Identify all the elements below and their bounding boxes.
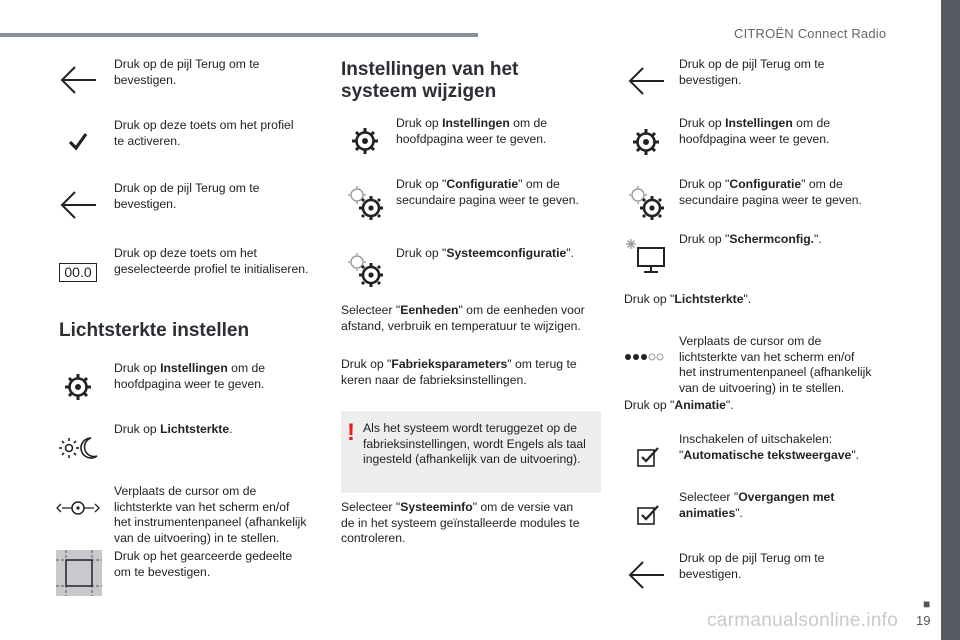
col3-settings-text: Druk op Instellingen om de hoofdpagina weer te geven. bbox=[679, 116, 831, 146]
section-title-brightness: Lichtsterkte instellen bbox=[59, 320, 250, 341]
slider-cursor-icon bbox=[56, 491, 100, 525]
col1-settings-text: Druk op Instellingen om de hoofdpagina weer te geven. bbox=[114, 361, 266, 391]
col3-animation-paragraph: Druk op "Animatie". bbox=[624, 398, 734, 412]
reset-counter-icon bbox=[56, 255, 100, 289]
col2-settings-text: Druk op Instellingen om de hoofdpagina weer te geven. bbox=[396, 116, 548, 146]
col2-config-text: Druk op "Configuratie" om de secundaire pagina weer te geven. bbox=[396, 177, 579, 207]
col3-back-text: Druk op de pijl Terug om te bevestigen. bbox=[679, 551, 825, 581]
warning-icon: ! bbox=[347, 419, 355, 446]
col1-slider-text: Verplaats de cursor om de lichtsterkte van het scherm en/of het instrumentenpaneel (afhankelijk van de uitvoering) in te stellen. bbox=[114, 484, 307, 545]
watermark: carmanualsonline.info bbox=[707, 610, 899, 631]
col3-transitions-text: Selecteer "Overgangen met animaties". bbox=[679, 490, 835, 520]
continue-marker: ■ bbox=[923, 597, 931, 611]
checkbox-icon bbox=[627, 440, 671, 474]
settings-gear-icon bbox=[343, 124, 387, 158]
col1-row2-text: Druk op deze toets om het profiel te activeren. bbox=[114, 118, 294, 148]
checkbox-icon bbox=[627, 498, 671, 532]
page-number: 19 bbox=[916, 613, 931, 628]
dots-slider-icon bbox=[624, 340, 668, 374]
brightness-icon bbox=[56, 431, 100, 465]
configuration-gears-icon bbox=[343, 184, 387, 222]
col1-row4-text: Druk op deze toets om het geselecteerde profiel te initialiseren. bbox=[114, 246, 309, 276]
configuration-gears-icon bbox=[624, 184, 668, 222]
col2-factory-paragraph: Druk op "Fabrieksparameters" om terug te keren naar de fabrieksinstellingen. bbox=[341, 357, 577, 387]
col1-row3-text: Druk op de pijl Terug om te bevestigen. bbox=[114, 181, 260, 211]
col2-sysinfo-paragraph: Selecteer "Systeeminfo" om de versie van de in het systeem geïnstalleerde modules te controleren. bbox=[341, 500, 580, 545]
configuration-gears-icon bbox=[343, 251, 387, 289]
col2-sysconfig-text: Druk op "Systeemconfiguratie". bbox=[396, 246, 574, 260]
col1-brightness-text: Druk op Lichtsterkte. bbox=[114, 422, 233, 436]
warning-text: Als het systeem wordt teruggezet op de fabrieksinstellingen, wordt Engels als taal ingesteld (afhankelijk van de uitvoering). bbox=[363, 421, 586, 466]
col3-autotext-text: Inschakelen of uitschakelen: "Automatische tekstweergave". bbox=[679, 432, 860, 462]
back-arrow-icon bbox=[56, 63, 100, 97]
col1-grey-text: Druk op het gearceerde gedeelte om te bevestigen. bbox=[114, 549, 293, 579]
col3-config-text: Druk op "Configuratie" om de secundaire pagina weer te geven. bbox=[679, 177, 862, 207]
settings-gear-icon bbox=[56, 370, 100, 404]
col3-screenconfig-text: Druk op "Schermconfig.". bbox=[679, 232, 822, 246]
section-title-system: Instellingen van het systeem wijzigen bbox=[341, 59, 519, 102]
col1-row1-text: Druk op de pijl Terug om te bevestigen. bbox=[114, 57, 260, 87]
checkmark-icon bbox=[56, 124, 100, 158]
top-rule bbox=[0, 33, 478, 37]
back-arrow-icon bbox=[624, 64, 668, 98]
reset-counter-label: 00.0 bbox=[59, 263, 96, 282]
grey-area-icon bbox=[56, 550, 102, 596]
back-arrow-icon bbox=[56, 188, 100, 222]
page-side-tab bbox=[941, 0, 960, 640]
header-title: CITROËN Connect Radio bbox=[734, 26, 887, 41]
col3-brightness-paragraph: Druk op "Lichtsterkte". bbox=[624, 292, 752, 306]
settings-gear-icon bbox=[624, 125, 668, 159]
screen-config-icon bbox=[624, 238, 668, 276]
col3-row1-text: Druk op de pijl Terug om te bevestigen. bbox=[679, 57, 825, 87]
col3-slider-text: Verplaats de cursor om de lichtsterkte van het scherm en/of het instrumentenpaneel (afhankelijk van de uitvoering) in te stellen. bbox=[679, 334, 872, 395]
col2-units-paragraph: Selecteer "Eenheden" om de eenheden voor afstand, verbruik en temperatuur te wijzigen. bbox=[341, 303, 585, 333]
back-arrow-icon bbox=[624, 558, 668, 592]
warning-box bbox=[341, 411, 601, 493]
